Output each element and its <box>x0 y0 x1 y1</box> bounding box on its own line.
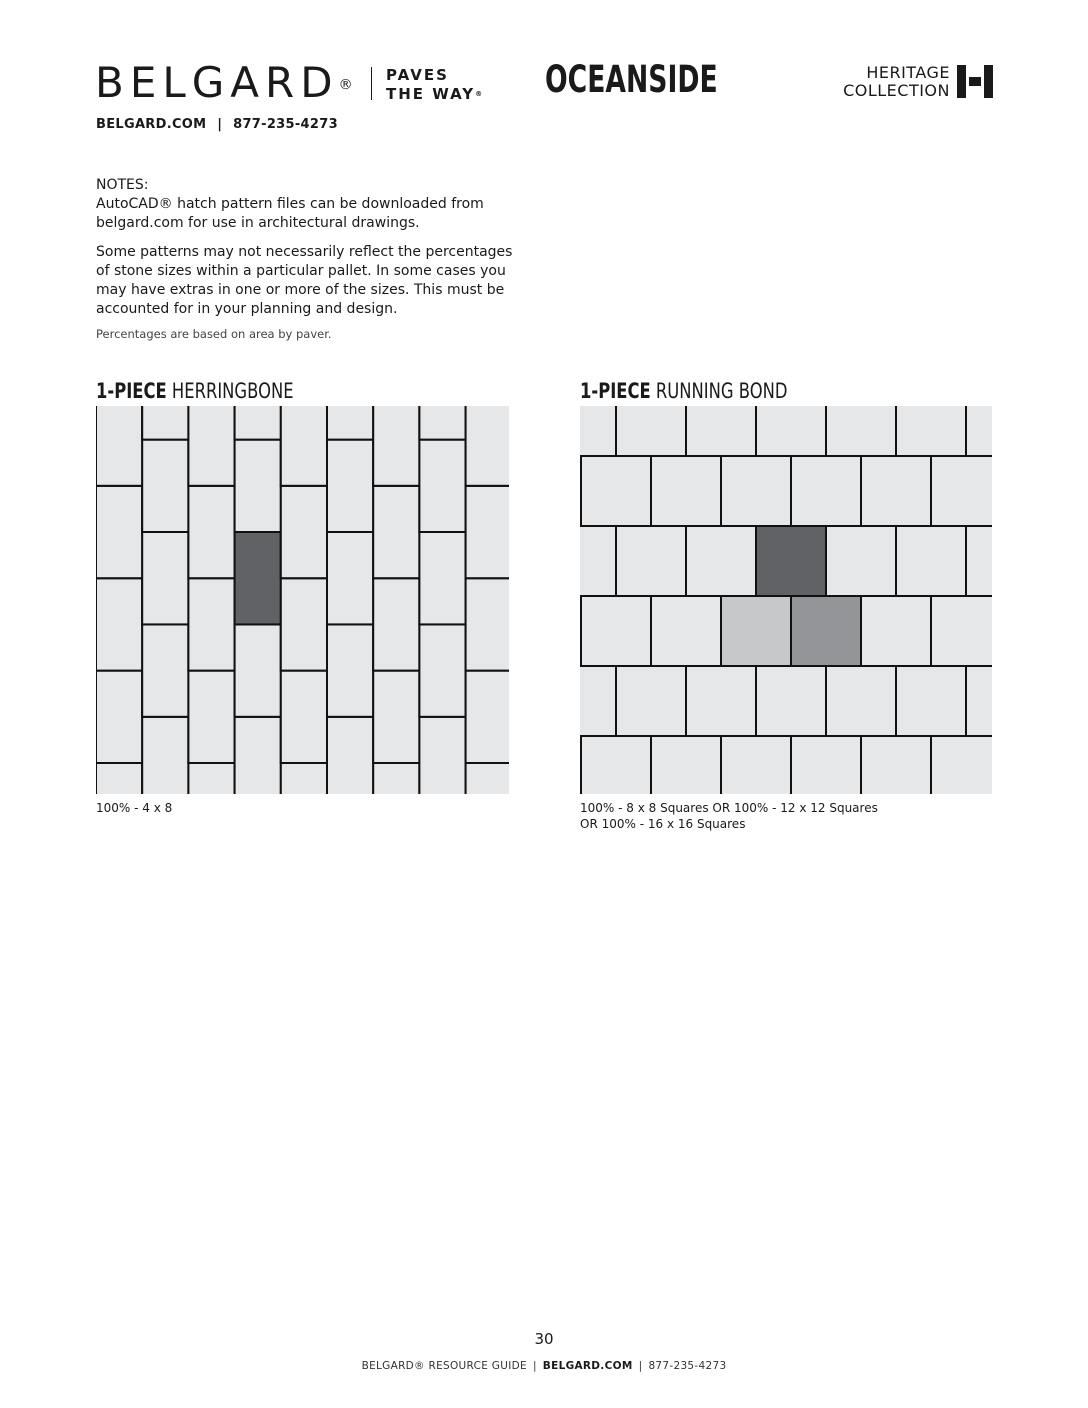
herringbone-title-bold: 1-PIECE <box>96 379 167 403</box>
contact-separator: | <box>217 117 223 132</box>
paver <box>686 406 756 456</box>
paver <box>791 736 861 794</box>
footer-phone: 877-235-4273 <box>648 1360 727 1372</box>
paver <box>419 717 465 794</box>
tagline-registered-mark: ® <box>475 90 483 98</box>
paver <box>373 486 419 578</box>
paver <box>142 532 188 624</box>
paver <box>616 406 686 456</box>
paver <box>721 596 791 666</box>
paver <box>188 406 234 486</box>
herringbone-caption-line1: 100% - 4 x 8 <box>96 801 173 815</box>
paver <box>235 532 281 624</box>
running-bond-caption <box>580 800 878 832</box>
running-bond-pattern-diagram <box>580 406 992 794</box>
paver <box>581 596 651 666</box>
running-bond-title-rest: RUNNING BOND <box>655 379 788 403</box>
paver <box>142 440 188 532</box>
paver <box>235 440 281 532</box>
paver <box>686 666 756 736</box>
paver <box>651 736 721 794</box>
product-title: OCEANSIDE <box>545 58 718 101</box>
page-number: 30 <box>534 1330 554 1348</box>
paver <box>281 486 327 578</box>
footer-site[interactable]: BELGARD.COM <box>542 1360 633 1372</box>
paver <box>419 532 465 624</box>
tagline-line2: THE WAY <box>386 85 476 103</box>
paver <box>466 406 509 486</box>
paver <box>96 406 142 486</box>
paver <box>142 406 188 440</box>
paver <box>966 406 992 456</box>
paver <box>96 671 142 763</box>
paver <box>373 578 419 670</box>
tagline-line1: PAVES <box>386 66 449 84</box>
footer-separator: | <box>638 1360 643 1372</box>
footer-guide: BELGARD® RESOURCE GUIDE <box>361 1360 527 1372</box>
paver <box>861 456 931 526</box>
paver <box>756 666 826 736</box>
herringbone-title-rest: HERRINGBONE <box>171 379 294 403</box>
paver <box>896 526 966 596</box>
paver <box>966 666 992 736</box>
paver <box>419 440 465 532</box>
paver <box>791 456 861 526</box>
paver <box>756 526 826 596</box>
herringbone-caption <box>96 800 172 816</box>
paver <box>686 526 756 596</box>
paver <box>327 440 373 532</box>
collection-label <box>820 64 950 100</box>
herringbone-title <box>96 379 294 403</box>
paver <box>235 406 281 440</box>
running-bond-pavers <box>580 406 992 794</box>
paver <box>327 624 373 716</box>
paver <box>327 406 373 440</box>
paver <box>96 763 142 794</box>
paver <box>826 666 896 736</box>
herringbone-pavers <box>96 406 509 794</box>
notes-patterns: Some patterns may not necessarily reflect the percentages of stone sizes within a particular pallet. In some cases you may have extras in one or more of the sizes. This must be accounted for in your planning and design. <box>96 244 513 317</box>
paver <box>466 763 509 794</box>
paver <box>327 717 373 794</box>
paver <box>96 578 142 670</box>
paver <box>281 578 327 670</box>
paver <box>281 763 327 794</box>
belgard-logo <box>95 58 353 107</box>
paver <box>580 666 616 736</box>
paver <box>931 456 992 526</box>
paver <box>142 717 188 794</box>
paver <box>826 406 896 456</box>
paver <box>188 578 234 670</box>
paver <box>651 456 721 526</box>
paver <box>466 486 509 578</box>
footer <box>0 1360 1088 1372</box>
paver <box>235 717 281 794</box>
paver <box>580 406 616 456</box>
paver <box>721 456 791 526</box>
paver <box>373 671 419 763</box>
paver <box>327 532 373 624</box>
paver <box>896 406 966 456</box>
paver <box>616 526 686 596</box>
paver <box>756 406 826 456</box>
running-bond-caption-line1: 100% - 8 x 8 Squares OR 100% - 12 x 12 Squares <box>580 801 878 815</box>
brand-registered-mark: ® <box>338 77 353 93</box>
paver <box>966 526 992 596</box>
paver <box>896 666 966 736</box>
paver <box>188 763 234 794</box>
phone-number: 877-235-4273 <box>233 117 338 132</box>
brand-name: BELGARD <box>95 58 339 107</box>
notes-percentages: Percentages are based on area by paver. <box>96 327 332 341</box>
paver <box>96 486 142 578</box>
collection-line2: COLLECTION <box>843 81 950 100</box>
collection-line1: HERITAGE <box>866 63 950 82</box>
paver <box>419 624 465 716</box>
paver <box>826 526 896 596</box>
paver <box>651 596 721 666</box>
herringbone-pattern-diagram <box>96 406 509 794</box>
notes-autocad: AutoCAD® hatch pattern files can be downloaded from belgard.com for use in architectural drawings. <box>96 196 484 231</box>
running-bond-title-bold: 1-PIECE <box>580 379 651 403</box>
paver <box>235 624 281 716</box>
paver <box>861 736 931 794</box>
paver <box>466 578 509 670</box>
paver <box>466 671 509 763</box>
paver <box>188 486 234 578</box>
paver <box>721 736 791 794</box>
running-bond-title <box>580 379 787 403</box>
paver <box>931 736 992 794</box>
paver <box>580 526 616 596</box>
paver <box>373 763 419 794</box>
running-bond-caption-line2: OR 100% - 16 x 16 Squares <box>580 817 746 831</box>
notes-section <box>96 176 516 344</box>
footer-separator: | <box>532 1360 537 1372</box>
paver <box>931 596 992 666</box>
paver <box>188 671 234 763</box>
paver <box>281 671 327 763</box>
paver <box>616 666 686 736</box>
notes-heading: NOTES: <box>96 177 149 193</box>
heritage-h-icon <box>957 65 993 98</box>
tagline <box>386 66 482 104</box>
logo-divider <box>371 67 372 100</box>
site-url[interactable]: BELGARD.COM <box>96 117 207 132</box>
paver <box>861 596 931 666</box>
paver <box>142 624 188 716</box>
paver <box>581 736 651 794</box>
paver <box>791 596 861 666</box>
paver <box>281 406 327 486</box>
paver <box>373 406 419 486</box>
paver <box>581 456 651 526</box>
contact-line <box>96 117 338 132</box>
paver <box>419 406 465 440</box>
